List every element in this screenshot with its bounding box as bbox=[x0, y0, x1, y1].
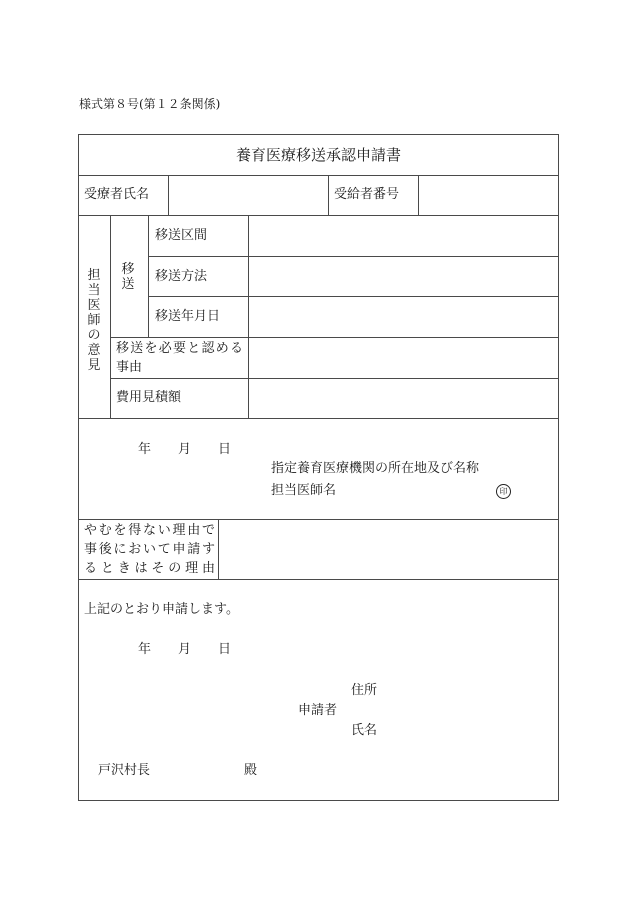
doctor-cert-month: 月 bbox=[178, 442, 192, 457]
route-field[interactable] bbox=[250, 217, 556, 254]
transport-date-label: 移送年月日 bbox=[155, 309, 221, 324]
method-field[interactable] bbox=[250, 258, 556, 294]
rule-below-opinion bbox=[78, 418, 559, 419]
rule-opinion-group bbox=[110, 215, 111, 418]
cost-estimate-label: 費用見積額 bbox=[116, 390, 182, 405]
reason-label-line2: 事由 bbox=[116, 360, 143, 375]
institution-label: 指定養育医療機関の所在地及び名称 bbox=[271, 461, 480, 476]
reason-label-line1 bbox=[116, 341, 243, 357]
application-statement: 上記のとおり申請します。 bbox=[84, 602, 239, 617]
rule-below-route bbox=[148, 256, 559, 257]
recipient-number-field[interactable] bbox=[420, 177, 556, 213]
table-border-bottom bbox=[78, 800, 559, 801]
application-year: 年 bbox=[138, 642, 152, 657]
rule-opinion-values bbox=[248, 215, 249, 418]
recipient-name-label: 受療者氏名 bbox=[84, 187, 150, 202]
application-month: 月 bbox=[178, 642, 192, 657]
rule-below-method bbox=[148, 296, 559, 297]
rule-late-reason-split bbox=[218, 519, 219, 579]
rule-below-title bbox=[78, 175, 559, 176]
cost-estimate-field[interactable] bbox=[250, 380, 556, 416]
late-reason-line2-text: 事後において申請す bbox=[84, 542, 215, 557]
addressee: 戸沢村長 bbox=[98, 763, 151, 778]
recipient-name-field[interactable] bbox=[170, 177, 326, 213]
transport-group-label: 移送 bbox=[121, 262, 135, 292]
form-title: 養育医療移送承認申請書 bbox=[235, 146, 401, 164]
late-reason-line3-text: るときはその理由 bbox=[84, 561, 215, 576]
rule-recipient-no-label bbox=[328, 175, 329, 215]
late-reason-field[interactable] bbox=[220, 521, 556, 577]
honorific: 殿 bbox=[244, 763, 258, 778]
late-reason-line3 bbox=[84, 561, 215, 577]
rule-below-reason bbox=[110, 378, 559, 379]
address-label: 住所 bbox=[351, 683, 378, 698]
table-border-right bbox=[558, 134, 559, 800]
rule-below-recipient bbox=[78, 215, 559, 216]
reason-label-line1-text: 移送を必要と認める bbox=[116, 341, 243, 356]
doctor-cert-year: 年 bbox=[138, 442, 152, 457]
applicant-label: 申請者 bbox=[298, 703, 338, 718]
seal-mark: 印 bbox=[496, 484, 511, 499]
rule-below-late-reason bbox=[78, 579, 559, 580]
form-reference: 様式第８号(第１２条関係) bbox=[79, 97, 221, 111]
rule-below-doctor-cert bbox=[78, 519, 559, 520]
late-reason-line1 bbox=[84, 523, 215, 539]
reason-field[interactable] bbox=[250, 339, 556, 376]
late-reason-line2 bbox=[84, 542, 215, 558]
transport-date-field[interactable] bbox=[250, 298, 556, 335]
doctor-opinion-group-label: 担当医師の意見 bbox=[87, 268, 101, 373]
recipient-number-label: 受給者番号 bbox=[334, 187, 400, 202]
name-label: 氏名 bbox=[351, 723, 378, 738]
route-label: 移送区間 bbox=[155, 228, 208, 243]
application-day: 日 bbox=[218, 642, 232, 657]
table-border-top bbox=[78, 134, 559, 135]
method-label: 移送方法 bbox=[155, 269, 208, 284]
doctor-name-label: 担当医師名 bbox=[271, 483, 337, 498]
late-reason-line1-text: やむを得ない理由で bbox=[84, 523, 215, 538]
doctor-cert-day: 日 bbox=[218, 442, 232, 457]
rule-recipient-name-split bbox=[168, 175, 169, 215]
table-border-left bbox=[78, 134, 79, 800]
rule-transport-group bbox=[148, 215, 149, 337]
rule-below-date bbox=[110, 337, 559, 338]
rule-recipient-no-split bbox=[418, 175, 419, 215]
